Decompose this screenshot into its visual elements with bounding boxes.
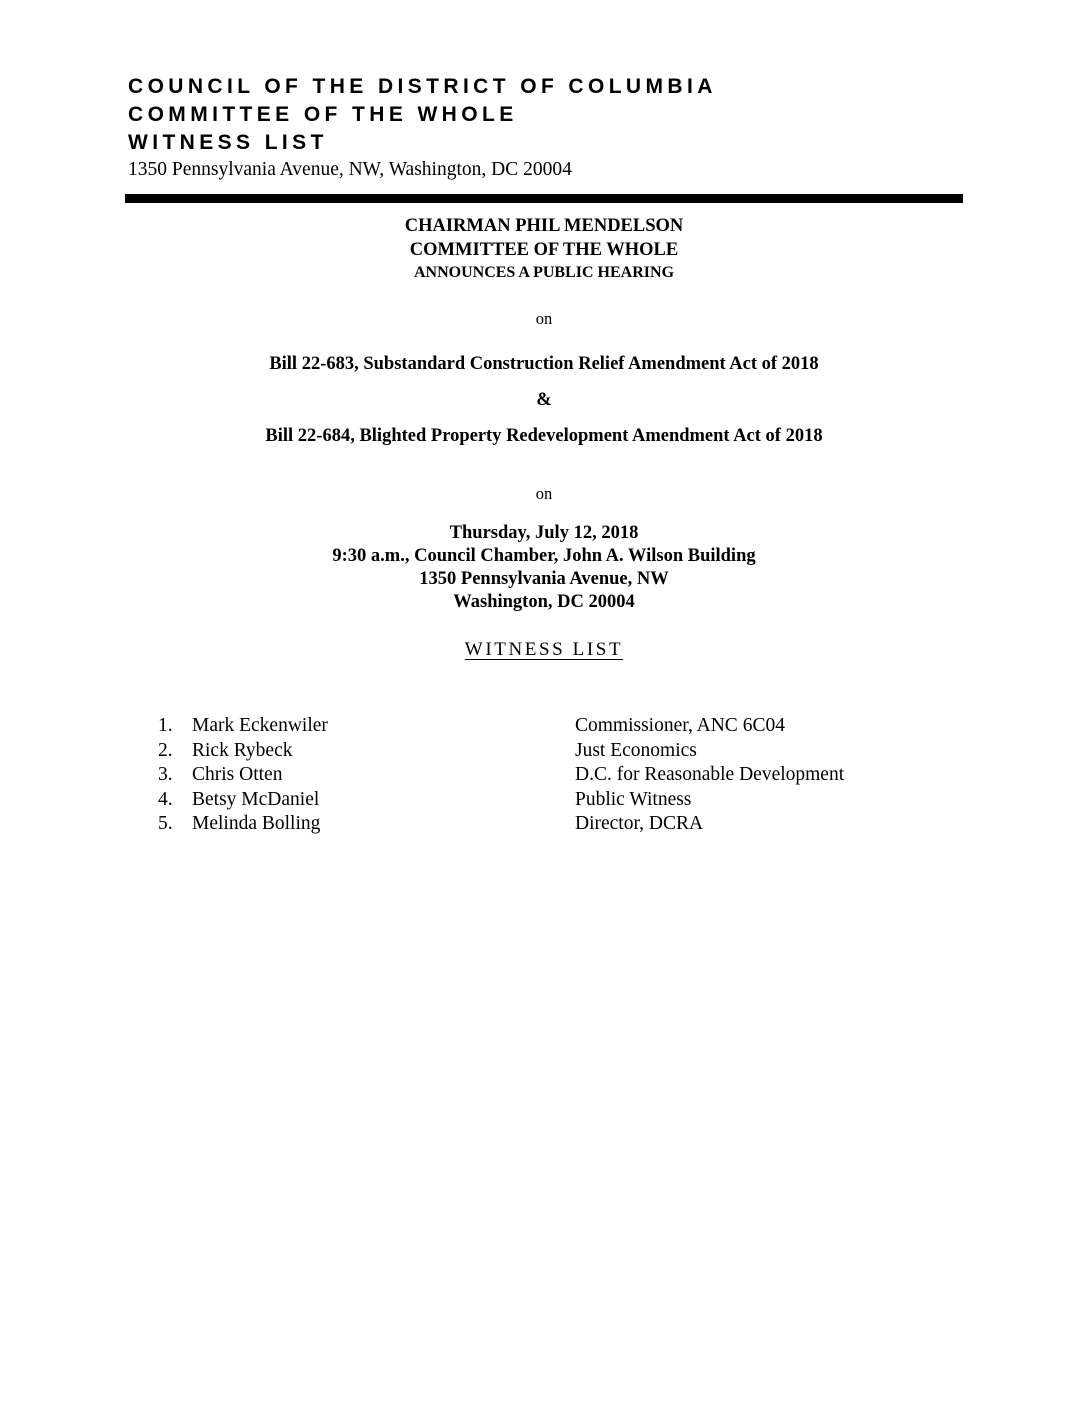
ampersand: & — [536, 390, 552, 410]
hearing-date: Thursday, July 12, 2018 — [449, 523, 639, 543]
list-item — [0, 738, 1088, 763]
witness-name: Rick Rybeck — [192, 740, 293, 761]
council-address: 1350 Pennsylvania Avenue, NW, Washington, DC 20004 — [128, 159, 572, 180]
council-name: COUNCIL OF THE DISTRICT OF COLUMBIA — [128, 75, 717, 98]
witness-number: 3. — [158, 764, 173, 785]
hearing-street: 1350 Pennsylvania Avenue, NW — [419, 569, 669, 589]
committee-title: COMMITTEE OF THE WHOLE — [409, 240, 679, 260]
on-text-2: on — [535, 484, 553, 503]
witness-number: 4. — [158, 789, 173, 810]
witness-list-heading — [0, 637, 1088, 663]
hearing-time-location: 9:30 a.m., Council Chamber, John A. Wilson Building — [332, 546, 756, 566]
document-type: WITNESS LIST — [128, 131, 328, 154]
list-item — [0, 762, 1088, 787]
bill-2: Bill 22-684, Blighted Property Redevelopment Amendment Act of 2018 — [265, 426, 823, 446]
witness-list-heading-text: WITNESS LIST — [464, 639, 624, 660]
list-item — [0, 713, 1088, 738]
witness-affiliation: Commissioner, ANC 6C04 — [575, 715, 785, 736]
committee-name: COMMITTEE OF THE WHOLE — [128, 103, 518, 126]
bill-1: Bill 22-683, Substandard Construction Relief Amendment Act of 2018 — [269, 354, 819, 374]
witness-number: 5. — [158, 813, 173, 834]
witness-number: 2. — [158, 740, 173, 761]
witness-name: Betsy McDaniel — [192, 789, 320, 810]
witness-name: Mark Eckenwiler — [192, 715, 328, 736]
witness-name: Chris Otten — [192, 764, 283, 785]
witness-affiliation: Just Economics — [575, 740, 697, 761]
hearing-city: Washington, DC 20004 — [453, 592, 635, 612]
chairman-name: CHAIRMAN PHIL MENDELSON — [404, 216, 684, 236]
witness-affiliation: D.C. for Reasonable Development — [575, 764, 845, 785]
hearing-announcement-text: ANNOUNCES A PUBLIC HEARING — [413, 264, 675, 281]
on-text-1: on — [535, 309, 553, 328]
witness-name: Melinda Bolling — [192, 813, 321, 834]
header-divider — [125, 194, 963, 203]
list-item — [0, 787, 1088, 812]
list-item — [0, 811, 1088, 836]
witness-number: 1. — [158, 715, 173, 736]
witness-affiliation: Director, DCRA — [575, 813, 704, 834]
witness-affiliation: Public Witness — [575, 789, 692, 810]
